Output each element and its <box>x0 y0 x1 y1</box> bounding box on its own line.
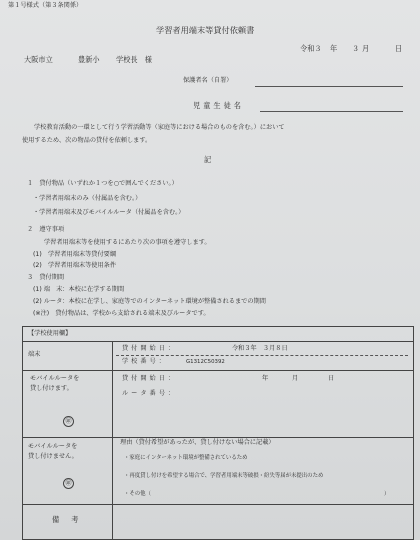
table-column-divider <box>112 341 113 504</box>
school-number-value: G1312C50392 <box>186 359 225 365</box>
option-terminal-and-router[interactable]: ・学習者用端末及びモバイルルータ（付属品を含む。） <box>33 209 185 216</box>
row-line-1 <box>22 370 414 371</box>
router-yes-label-1: モバイルルータを <box>30 375 80 382</box>
ki-heading: 記 <box>204 155 212 164</box>
section3-heading: ３ 貸付期間 <box>27 274 65 281</box>
section2-text: 学習者用端末等を使用するにあたり次の事項を遵守します。 <box>44 239 211 246</box>
date-year-unit: 年 <box>330 44 338 53</box>
row-line-2 <box>22 437 414 438</box>
remarks-label: 備考 <box>52 515 91 524</box>
table-caption: 【学校使用欄】 <box>28 330 72 337</box>
section1-heading: １ 貸付物品（いずれか１つを○で囲んでください。） <box>27 180 178 187</box>
router-day-unit: 日 <box>328 375 335 382</box>
router-year-unit: 年 <box>262 375 269 382</box>
remarks-divider <box>112 504 113 540</box>
student-name-line[interactable] <box>260 111 403 112</box>
router-no-label-1: モバイルルータを <box>28 443 78 450</box>
option-terminal-only[interactable]: ・学習者用端末のみ（付属品を含む。） <box>33 195 142 202</box>
date-era: 令和３ <box>300 44 322 53</box>
reason-option-1[interactable]: ・家庭にインターネット環境が整備されているため <box>124 455 248 461</box>
addressee-city: 大阪市立 <box>24 55 53 64</box>
guardian-signature-line[interactable] <box>255 86 403 87</box>
date-day-unit: 日 <box>395 44 403 53</box>
addressee-school: 豊新小 <box>78 55 100 64</box>
school-number-label: 学校番号： <box>122 358 168 365</box>
terminal-start-label: 貸付開始日： <box>122 345 178 352</box>
remarks-field[interactable] <box>116 508 410 536</box>
addressee-title: 学校長 様 <box>116 55 152 64</box>
intro-line-2: 使用するため、次の物品の貸付を依頼します。 <box>22 137 152 144</box>
intro-line-1: 学校教育活動の一環として行う学習活動等（家庭等における場合のものを含む。）において <box>34 124 285 131</box>
table-divider <box>22 341 414 342</box>
date-month-unit: 月 <box>362 44 370 53</box>
seal-mark-icon: ㊞ <box>63 416 74 427</box>
section3-note: (※注) 貸付物品は、学校から支給される端末及びルータです。 <box>33 310 210 317</box>
reason-option-2[interactable]: ・再度貸し付けを希望する場合で、学習者用端末等破損・紛失等届が未提出のため <box>124 473 324 479</box>
row-dash-1 <box>116 355 408 356</box>
seal-mark-icon: ㊞ <box>63 478 74 489</box>
terminal-label: 端末 <box>28 351 41 358</box>
router-number-label: ルータ番号： <box>122 390 178 397</box>
section2-heading: ２ 遵守事項 <box>27 226 65 233</box>
section2-item2: (2) 学習者用端末等使用条件 <box>33 262 117 269</box>
student-label: 児童生徒名 <box>193 101 244 110</box>
form-number: 第１号様式（第３条関係） <box>8 2 83 9</box>
reason-option-3-close: ） <box>384 491 390 497</box>
router-no-label-2: 貸し付けません。 <box>28 453 78 460</box>
router-yes-label-2: 貸し付けます。 <box>30 385 73 392</box>
document-title: 学習者用端末等貸付依頼書 <box>156 25 255 35</box>
date-month: ３ <box>352 44 360 53</box>
row-line-3 <box>22 504 414 505</box>
guardian-label: 保護者名（自署） <box>183 77 233 84</box>
section3-item1: (1) 端 末：本校に在学する期間 <box>33 286 125 293</box>
reason-option-3[interactable]: ・その他（ <box>124 491 151 497</box>
reason-heading: 理由（貸付希望があったが、貸し付けない場合に記載） <box>120 439 275 446</box>
terminal-start-value: 令和３年 ３月８日 <box>232 345 288 352</box>
section2-item1: (1) 学習者用端末等貸付要綱 <box>33 251 117 258</box>
section3-item2: (2) ルータ：本校に在学し、家庭等でのインターネット環境が整備されるまでの期間 <box>33 298 266 305</box>
router-month-unit: 月 <box>292 375 299 382</box>
router-start-label: 貸付開始日： <box>122 375 178 382</box>
